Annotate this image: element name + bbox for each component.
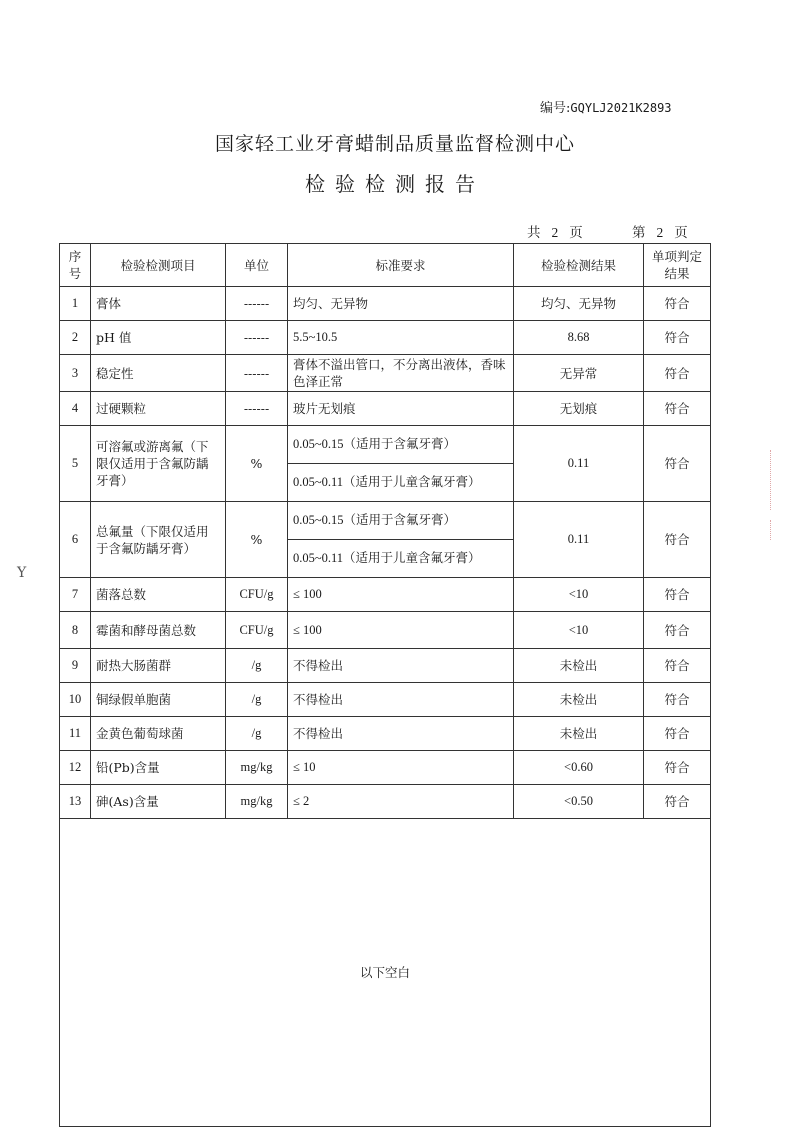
row-verdict: 符合 xyxy=(644,502,711,578)
row-no: 8 xyxy=(60,612,91,649)
row-requirement-b: 0.05~0.11（适用于儿童含氟牙膏） xyxy=(288,464,514,502)
row-item: 铅(Pb)含量 xyxy=(91,751,226,785)
row-result: 0.11 xyxy=(514,426,644,502)
row-requirement: 不得检出 xyxy=(288,649,514,683)
row-item: 铜绿假单胞菌 xyxy=(91,683,226,717)
page-current xyxy=(632,221,689,241)
row-requirement: 均匀、无异物 xyxy=(288,287,514,321)
header-verdict: 单项判定结果 xyxy=(644,244,711,287)
row-result: <10 xyxy=(514,612,644,649)
row-no: 7 xyxy=(60,578,91,612)
row-requirement-a: 0.05~0.15（适用于含氟牙膏） xyxy=(288,426,514,464)
report-number-value: GQYLJ2021K2893 xyxy=(570,101,672,115)
table-row xyxy=(60,426,711,464)
table-row xyxy=(60,717,711,751)
row-unit: /g xyxy=(226,683,288,717)
row-item: 可溶氟或游离氟（下限仅适用于含氟防龋牙膏） xyxy=(91,426,226,502)
page-total-suffix: 页 xyxy=(569,225,584,241)
table-row xyxy=(60,355,711,392)
row-item: pH 值 xyxy=(91,321,226,355)
row-requirement: 5.5~10.5 xyxy=(288,321,514,355)
row-result: <10 xyxy=(514,578,644,612)
row-item: 菌落总数 xyxy=(91,578,226,612)
row-unit: ------ xyxy=(226,355,288,392)
row-requirement: 玻片无划痕 xyxy=(288,392,514,426)
table-row xyxy=(60,612,711,649)
row-item: 砷(As)含量 xyxy=(91,785,226,819)
page-current-value: 2 xyxy=(656,225,665,240)
row-unit: ------ xyxy=(226,287,288,321)
row-item: 金黄色葡萄球菌 xyxy=(91,717,226,751)
row-result: 无划痕 xyxy=(514,392,644,426)
row-requirement: ≤ 10 xyxy=(288,751,514,785)
row-unit: CFU/g xyxy=(226,578,288,612)
row-unit: ------ xyxy=(226,321,288,355)
report-title: 检验检测报告 xyxy=(305,172,485,196)
row-verdict: 符合 xyxy=(644,578,711,612)
header-item: 检验检测项目 xyxy=(91,244,226,287)
row-unit: ------ xyxy=(226,392,288,426)
table-row xyxy=(60,785,711,819)
row-verdict: 符合 xyxy=(644,392,711,426)
row-verdict: 符合 xyxy=(644,785,711,819)
row-no: 11 xyxy=(60,717,91,751)
row-requirement: ≤ 100 xyxy=(288,612,514,649)
page-total-prefix: 共 xyxy=(527,225,542,241)
row-item: 霉菌和酵母菌总数 xyxy=(91,612,226,649)
table-row xyxy=(60,683,711,717)
page-current-suffix: 页 xyxy=(674,225,689,241)
row-no: 6 xyxy=(60,502,91,578)
blank-note: 以下空白 xyxy=(60,819,711,1127)
row-verdict: 符合 xyxy=(644,612,711,649)
row-no: 10 xyxy=(60,683,91,717)
row-item: 稳定性 xyxy=(91,355,226,392)
row-item: 过硬颗粒 xyxy=(91,392,226,426)
row-no: 4 xyxy=(60,392,91,426)
row-result: 无异常 xyxy=(514,355,644,392)
row-no: 13 xyxy=(60,785,91,819)
blank-row xyxy=(60,819,711,1127)
row-requirement-b: 0.05~0.11（适用于儿童含氟牙膏） xyxy=(288,540,514,578)
row-no: 9 xyxy=(60,649,91,683)
inspection-table xyxy=(59,243,711,1127)
report-number-label: 编号: xyxy=(540,101,571,116)
row-unit: /g xyxy=(226,717,288,751)
report-number xyxy=(540,97,672,116)
row-requirement: ≤ 2 xyxy=(288,785,514,819)
row-verdict: 符合 xyxy=(644,683,711,717)
row-verdict: 符合 xyxy=(644,751,711,785)
row-verdict: 符合 xyxy=(644,717,711,751)
table-row xyxy=(60,578,711,612)
header-no: 序号 xyxy=(60,244,91,287)
row-result: <0.50 xyxy=(514,785,644,819)
table-header-row xyxy=(60,244,711,287)
row-verdict: 符合 xyxy=(644,321,711,355)
row-result: 均匀、无异物 xyxy=(514,287,644,321)
row-unit: CFU/g xyxy=(226,612,288,649)
row-verdict: 符合 xyxy=(644,426,711,502)
scan-mark-icon: Y xyxy=(17,565,27,581)
row-no: 1 xyxy=(60,287,91,321)
page-total xyxy=(527,221,584,241)
row-requirement: 不得检出 xyxy=(288,717,514,751)
row-unit: % xyxy=(226,426,288,502)
row-result: 0.11 xyxy=(514,502,644,578)
page-current-prefix: 第 xyxy=(632,225,647,241)
row-no: 3 xyxy=(60,355,91,392)
row-unit: mg/kg xyxy=(226,785,288,819)
row-item: 膏体 xyxy=(91,287,226,321)
row-no: 5 xyxy=(60,426,91,502)
row-verdict: 符合 xyxy=(644,355,711,392)
row-no: 12 xyxy=(60,751,91,785)
row-unit: mg/kg xyxy=(226,751,288,785)
row-unit: /g xyxy=(226,649,288,683)
table-row xyxy=(60,287,711,321)
header-requirement: 标准要求 xyxy=(288,244,514,287)
row-item: 耐热大肠菌群 xyxy=(91,649,226,683)
organization-name: 国家轻工业牙膏蜡制品质量监督检测中心 xyxy=(214,133,575,155)
edge-stamp-mark-icon xyxy=(770,450,777,510)
row-requirement: 不得检出 xyxy=(288,683,514,717)
table-row xyxy=(60,502,711,540)
row-result: 8.68 xyxy=(514,321,644,355)
row-result: 未检出 xyxy=(514,683,644,717)
row-requirement: ≤ 100 xyxy=(288,578,514,612)
row-verdict: 符合 xyxy=(644,649,711,683)
row-no: 2 xyxy=(60,321,91,355)
row-item: 总氟量（下限仅适用于含氟防龋牙膏） xyxy=(91,502,226,578)
row-result: 未检出 xyxy=(514,649,644,683)
row-result: 未检出 xyxy=(514,717,644,751)
header-unit: 单位 xyxy=(226,244,288,287)
row-verdict: 符合 xyxy=(644,287,711,321)
row-result: <0.60 xyxy=(514,751,644,785)
row-requirement: 膏体不溢出管口，不分离出液体，香味色泽正常 xyxy=(288,355,514,392)
edge-stamp-mark-icon xyxy=(770,520,777,540)
table-row xyxy=(60,751,711,785)
table-row xyxy=(60,392,711,426)
row-requirement-a: 0.05~0.15（适用于含氟牙膏） xyxy=(288,502,514,540)
table-row xyxy=(60,649,711,683)
header-result: 检验检测结果 xyxy=(514,244,644,287)
row-unit: % xyxy=(226,502,288,578)
table-row xyxy=(60,321,711,355)
page-total-value: 2 xyxy=(551,225,560,240)
